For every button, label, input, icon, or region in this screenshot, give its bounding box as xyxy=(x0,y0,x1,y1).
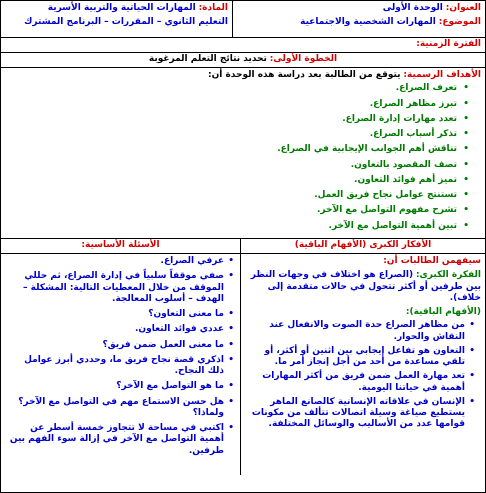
understanding-item: • من مظاهر الصراع حدة الصوت والانفعال عند النقاش والحوار. xyxy=(249,320,465,343)
unit-title-line xyxy=(237,3,481,14)
understanding-item: • التعاون هو تفاعل إيجابي بين اثنين أو أكثر، أو تلقي مساعدة من أحد من أجل إنجاز أمر ما. xyxy=(249,346,465,369)
objective-item: • تبرز مظاهر الصراع. xyxy=(5,99,457,110)
topic-label: الموضوع: xyxy=(438,17,481,28)
time-period-label: الفترة الزمنية: xyxy=(416,39,481,49)
subject-label: المادة: xyxy=(198,3,228,13)
understanding-item: • تعد مهارة العمل ضمن فريق من أكثر المهارات أهمية في حياتنا اليومية. xyxy=(249,371,465,394)
header-row xyxy=(1,1,485,38)
objectives-label: الأهداف الرسمية: xyxy=(403,70,481,80)
question-item: • عرفي الصراع. xyxy=(5,256,224,267)
big-ideas-column xyxy=(240,239,485,475)
subject-line xyxy=(5,3,228,14)
two-column-section xyxy=(1,239,485,475)
big-ideas-body xyxy=(241,254,485,436)
objective-item: • تصف المقصود بالتعاون. xyxy=(5,160,457,171)
question-item: • ما معنى العمل ضمن فريق؟ xyxy=(5,340,224,351)
step-one-label: الخطوة الأولى: xyxy=(269,54,338,64)
big-idea-paragraph xyxy=(245,270,481,304)
question-item: • اكتبي في مساحة لا تتجاوز خمسة أسطر عن أهمية التواصل مع الآخر في إزالة سوء الفهم بين طرفين. xyxy=(5,423,224,457)
question-item: • هل حسن الاستماع مهم في التواصل مع الآخر؟ ولماذا؟ xyxy=(5,397,224,420)
header-right-cell xyxy=(232,1,485,37)
enduring-understandings-list xyxy=(245,320,481,430)
time-period-row xyxy=(1,38,485,53)
objective-item: • تناقش أهم الجوانب الإيجابية في الصراع. xyxy=(5,144,457,155)
objectives-list xyxy=(5,83,481,232)
question-item: • صفي موقفاً سلبياً في إدارة الصراع، ثم حللي الموقف من خلال المعطيات التالية: المشكلة – الهدف – أسلوب المعالجة. xyxy=(5,271,224,305)
question-item: • ما معنى التعاون؟ xyxy=(5,309,224,320)
objectives-section xyxy=(1,68,485,239)
essential-questions-header: الأسئلة الأساسية: xyxy=(1,239,240,254)
question-item: • عددي فوائد التعاون. xyxy=(5,324,224,335)
header-left-cell xyxy=(1,1,232,37)
step-one-row xyxy=(1,53,485,68)
big-ideas-header: الأفكار الكبرى (الأفهام الباقية) xyxy=(241,239,485,254)
objective-item: • تميز أهم فوائد التعاون. xyxy=(5,175,457,186)
program-line xyxy=(5,17,228,28)
objective-item: • تعرف الصراع. xyxy=(5,83,457,94)
topic-line xyxy=(237,17,481,28)
question-item: • ما هو التواصل مع الآخر؟ xyxy=(5,381,224,392)
program-value: التعليم الثانوي – المقررات – البرنامج المشترك xyxy=(24,17,228,28)
question-item: • اذكري قصة نجاح فريق ما، وحددي أبرز عوامل ذلك النجاح. xyxy=(5,355,224,378)
objective-item: • تذكر أسباب الصراع. xyxy=(5,129,457,140)
essential-questions-list xyxy=(1,256,240,457)
objectives-heading xyxy=(5,70,481,81)
big-idea-label: الفكرة الكبرى: xyxy=(415,270,481,281)
objective-item: • تعدد مهارات إدارة الصراع. xyxy=(5,114,457,125)
title-value: الوحدة الأولى xyxy=(382,3,443,13)
objective-item: • تبين أهمية التواصل مع الآخر. xyxy=(5,221,457,232)
objective-item: • تشرح مفهوم التواصل مع الآخر. xyxy=(5,205,457,216)
objectives-intro: يتوقع من الطالبة بعد دراسة هذه الوحدة أن: xyxy=(208,70,401,80)
enduring-understandings-label: (الأفهام الباقية): xyxy=(405,307,481,317)
essential-questions-column xyxy=(1,239,240,475)
big-ideas-intro: سيفهمن الطالبات أن: xyxy=(383,256,481,266)
understanding-item: • الإنسان في علاقاته الإنسانية كالصانع الماهر يستطيع صياغة وسيلة اتصالات تتألف من مكونات قوامها عدد من الأساليب والوسائل المختلفة. xyxy=(249,397,465,431)
big-idea-text: (الصراع هو اختلاف في وجهات النظر بين طرفين أو أكثر تتحول في حالات متقدمة إلى خلاف). xyxy=(250,270,481,303)
topic-value: المهارات الشخصية والاجتماعية xyxy=(300,17,436,28)
objective-item: • تستنتج عوامل نجاح فريق العمل. xyxy=(5,190,457,201)
title-label: العنوان: xyxy=(445,3,481,13)
step-one-text: تحديد نتائج التعلم المرغوبة xyxy=(148,54,267,64)
subject-value: المهارات الحياتية والتربية الأسرية xyxy=(47,3,196,13)
